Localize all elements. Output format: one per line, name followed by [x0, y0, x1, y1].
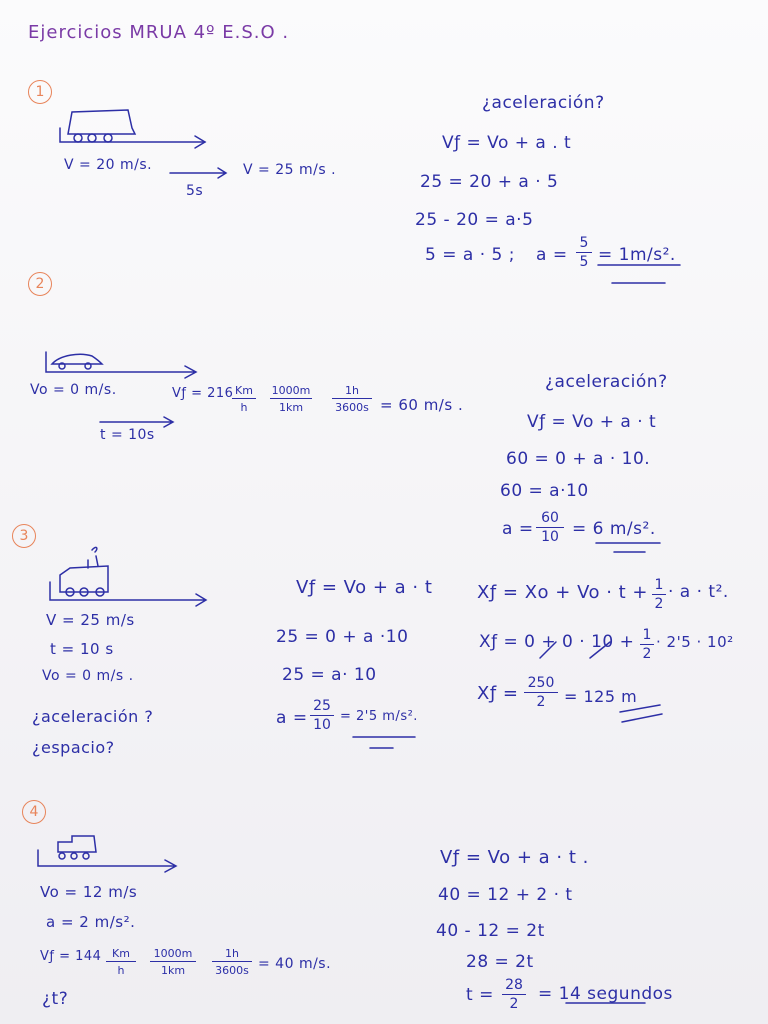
ex3-space-fraction-denominator: 2	[536, 694, 546, 710]
ex4-unit-fraction-3	[212, 947, 252, 977]
ex3-question-acceleration: ¿aceleración ?	[32, 707, 154, 726]
ex2-unit-fraction-1	[232, 384, 256, 414]
ex1-time: 5s	[186, 183, 204, 199]
ex3-time: t = 10 s	[50, 640, 114, 658]
ex3-line-3: 25 = a· 10	[282, 665, 377, 685]
ex2-f2-num: 1000m	[271, 384, 311, 397]
ex4-result: = 14 segundos	[538, 984, 673, 1004]
ex4-line-2: 40 = 12 + 2 · t	[438, 885, 573, 905]
ex1-line-4a: 5 = a · 5 ;	[425, 245, 515, 265]
ex1-result: = 1m/s².	[598, 245, 676, 265]
ex1-question: ¿aceleración?	[482, 93, 605, 113]
ex3-space-line-1a: Xƒ = Xo + Vo · t +	[477, 582, 649, 603]
ex4-question: ¿t?	[42, 989, 69, 1009]
ex4-final-velocity-prefix: Vƒ = 144	[40, 949, 102, 964]
exercise-number-4: 4	[22, 800, 46, 824]
ex4-line-4: 28 = 2t	[466, 952, 534, 972]
ex3-space-line-2a: Xƒ = 0 + 0 · 10 +	[479, 632, 635, 652]
ex2-fraction-denominator: 10	[541, 529, 559, 545]
ex4-f3-num: 1h	[212, 947, 252, 962]
ex2-f3-den: 3600s	[335, 401, 369, 414]
ex3-half-fraction-1	[652, 578, 666, 612]
ex2-f1-num: Km	[232, 384, 256, 399]
ex3-initial-velocity: Vo = 0 m/s .	[42, 668, 134, 684]
truck-icon	[60, 110, 205, 148]
ex2-f1-den: h	[240, 401, 248, 414]
ex1-fraction-denominator: 5	[579, 254, 589, 270]
ex3-result: = 2'5 m/s².	[340, 709, 418, 724]
ex2-line-4a: a =	[502, 519, 534, 539]
ex2-line-2: 60 = 0 + a · 10.	[506, 449, 651, 469]
ex2-initial-velocity: Vo = 0 m/s.	[30, 382, 117, 398]
ex1-line-2: 25 = 20 + a · 5	[420, 172, 559, 192]
result-underline	[620, 705, 662, 722]
ex2-unit-fraction-3	[332, 384, 372, 414]
result-underline	[598, 265, 680, 283]
ex2-fraction	[536, 511, 564, 545]
exercise-number-3: 3	[12, 524, 36, 548]
ex4-f3-den: 3600s	[215, 964, 249, 977]
ex3-half-den-2: 2	[642, 646, 652, 662]
ex4-f2-den: 1km	[160, 964, 186, 977]
ex4-line-1: Vƒ = Vo + a · t .	[440, 847, 589, 868]
ex3-line-4a: a =	[276, 708, 308, 728]
result-underline	[353, 737, 415, 748]
ex3-half-num-2: 1	[640, 628, 654, 645]
ex3-half-num-1: 1	[652, 578, 666, 595]
ex4-f1-num: Km	[106, 947, 136, 962]
ex4-final-velocity-result: = 40 m/s.	[258, 956, 332, 972]
ex1-line-4b: a =	[536, 245, 568, 265]
ex4-unit-fraction-2	[150, 947, 196, 977]
ex3-space-result: = 125 m	[564, 687, 638, 706]
ex2-f3-num: 1h	[332, 384, 372, 399]
ex3-velocity: V = 25 m/s	[46, 611, 135, 629]
ex3-question-space: ¿espacio?	[32, 738, 115, 757]
ex3-fraction-numerator: 25	[310, 699, 334, 716]
ex1-line-1: Vƒ = Vo + a . t	[442, 133, 572, 153]
ex1-fraction	[576, 236, 592, 270]
ex3-space-fraction	[524, 676, 558, 710]
ex2-line-3: 60 = a·10	[500, 481, 589, 501]
arrow-icon	[170, 168, 226, 178]
ex2-f2-den: 1km	[278, 401, 304, 414]
exercise-number-1: 1	[28, 80, 52, 104]
ex4-fraction	[502, 978, 526, 1012]
ex3-space-line-3a: Xƒ =	[477, 683, 519, 704]
ex1-fraction-numerator: 5	[576, 236, 592, 253]
ex2-unit-fraction-2	[270, 384, 312, 414]
ex2-question: ¿aceleración?	[545, 372, 668, 392]
ex4-f1-den: h	[117, 964, 125, 977]
ex2-final-velocity-result: = 60 m/s .	[380, 396, 464, 414]
ex3-space-fraction-numerator: 250	[524, 676, 558, 693]
page-title: Ejercicios MRUA 4º E.S.O .	[28, 22, 290, 43]
ex4-f2-num: 1000m	[150, 947, 196, 962]
ex3-space-line-1b: · a · t².	[668, 582, 729, 602]
ex4-line-5a: t =	[466, 985, 494, 1005]
ex3-half-fraction-2	[640, 628, 654, 662]
car-icon	[46, 352, 196, 378]
ex2-line-1: Vƒ = Vo + a · t	[527, 412, 657, 432]
ex4-line-3: 40 - 12 = 2t	[436, 921, 545, 941]
result-underline	[596, 543, 660, 552]
ex4-fraction-numerator: 28	[502, 978, 526, 995]
ex1-line-3: 25 - 20 = a·5	[415, 210, 534, 230]
exercise-number-2: 2	[28, 272, 52, 296]
ex2-result: = 6 m/s².	[572, 519, 656, 539]
ex3-fraction-denominator: 10	[313, 717, 331, 733]
ex1-initial-velocity: V = 20 m/s.	[64, 157, 153, 173]
ex3-half-den-1: 2	[654, 596, 664, 612]
truck-icon	[38, 836, 176, 872]
ex3-space-line-2b: · 2'5 · 10²	[656, 633, 734, 651]
ex2-fraction-numerator: 60	[536, 511, 564, 528]
ex4-fraction-denominator: 2	[509, 996, 519, 1012]
ex2-final-velocity-prefix: Vƒ = 216	[172, 386, 234, 401]
train-icon	[50, 547, 206, 606]
ex4-acceleration: a = 2 m/s².	[46, 913, 136, 931]
ex3-line-1: Vƒ = Vo + a · t	[296, 577, 433, 598]
ex4-initial-velocity: Vo = 12 m/s	[40, 883, 138, 901]
ex4-unit-fraction-1	[106, 947, 136, 977]
ex3-fraction	[310, 699, 334, 733]
ex1-final-velocity: V = 25 m/s .	[243, 162, 337, 178]
arrow-icon	[100, 417, 173, 427]
ex3-line-2: 25 = 0 + a ·10	[276, 627, 409, 647]
ex2-time: t = 10s	[100, 427, 155, 443]
